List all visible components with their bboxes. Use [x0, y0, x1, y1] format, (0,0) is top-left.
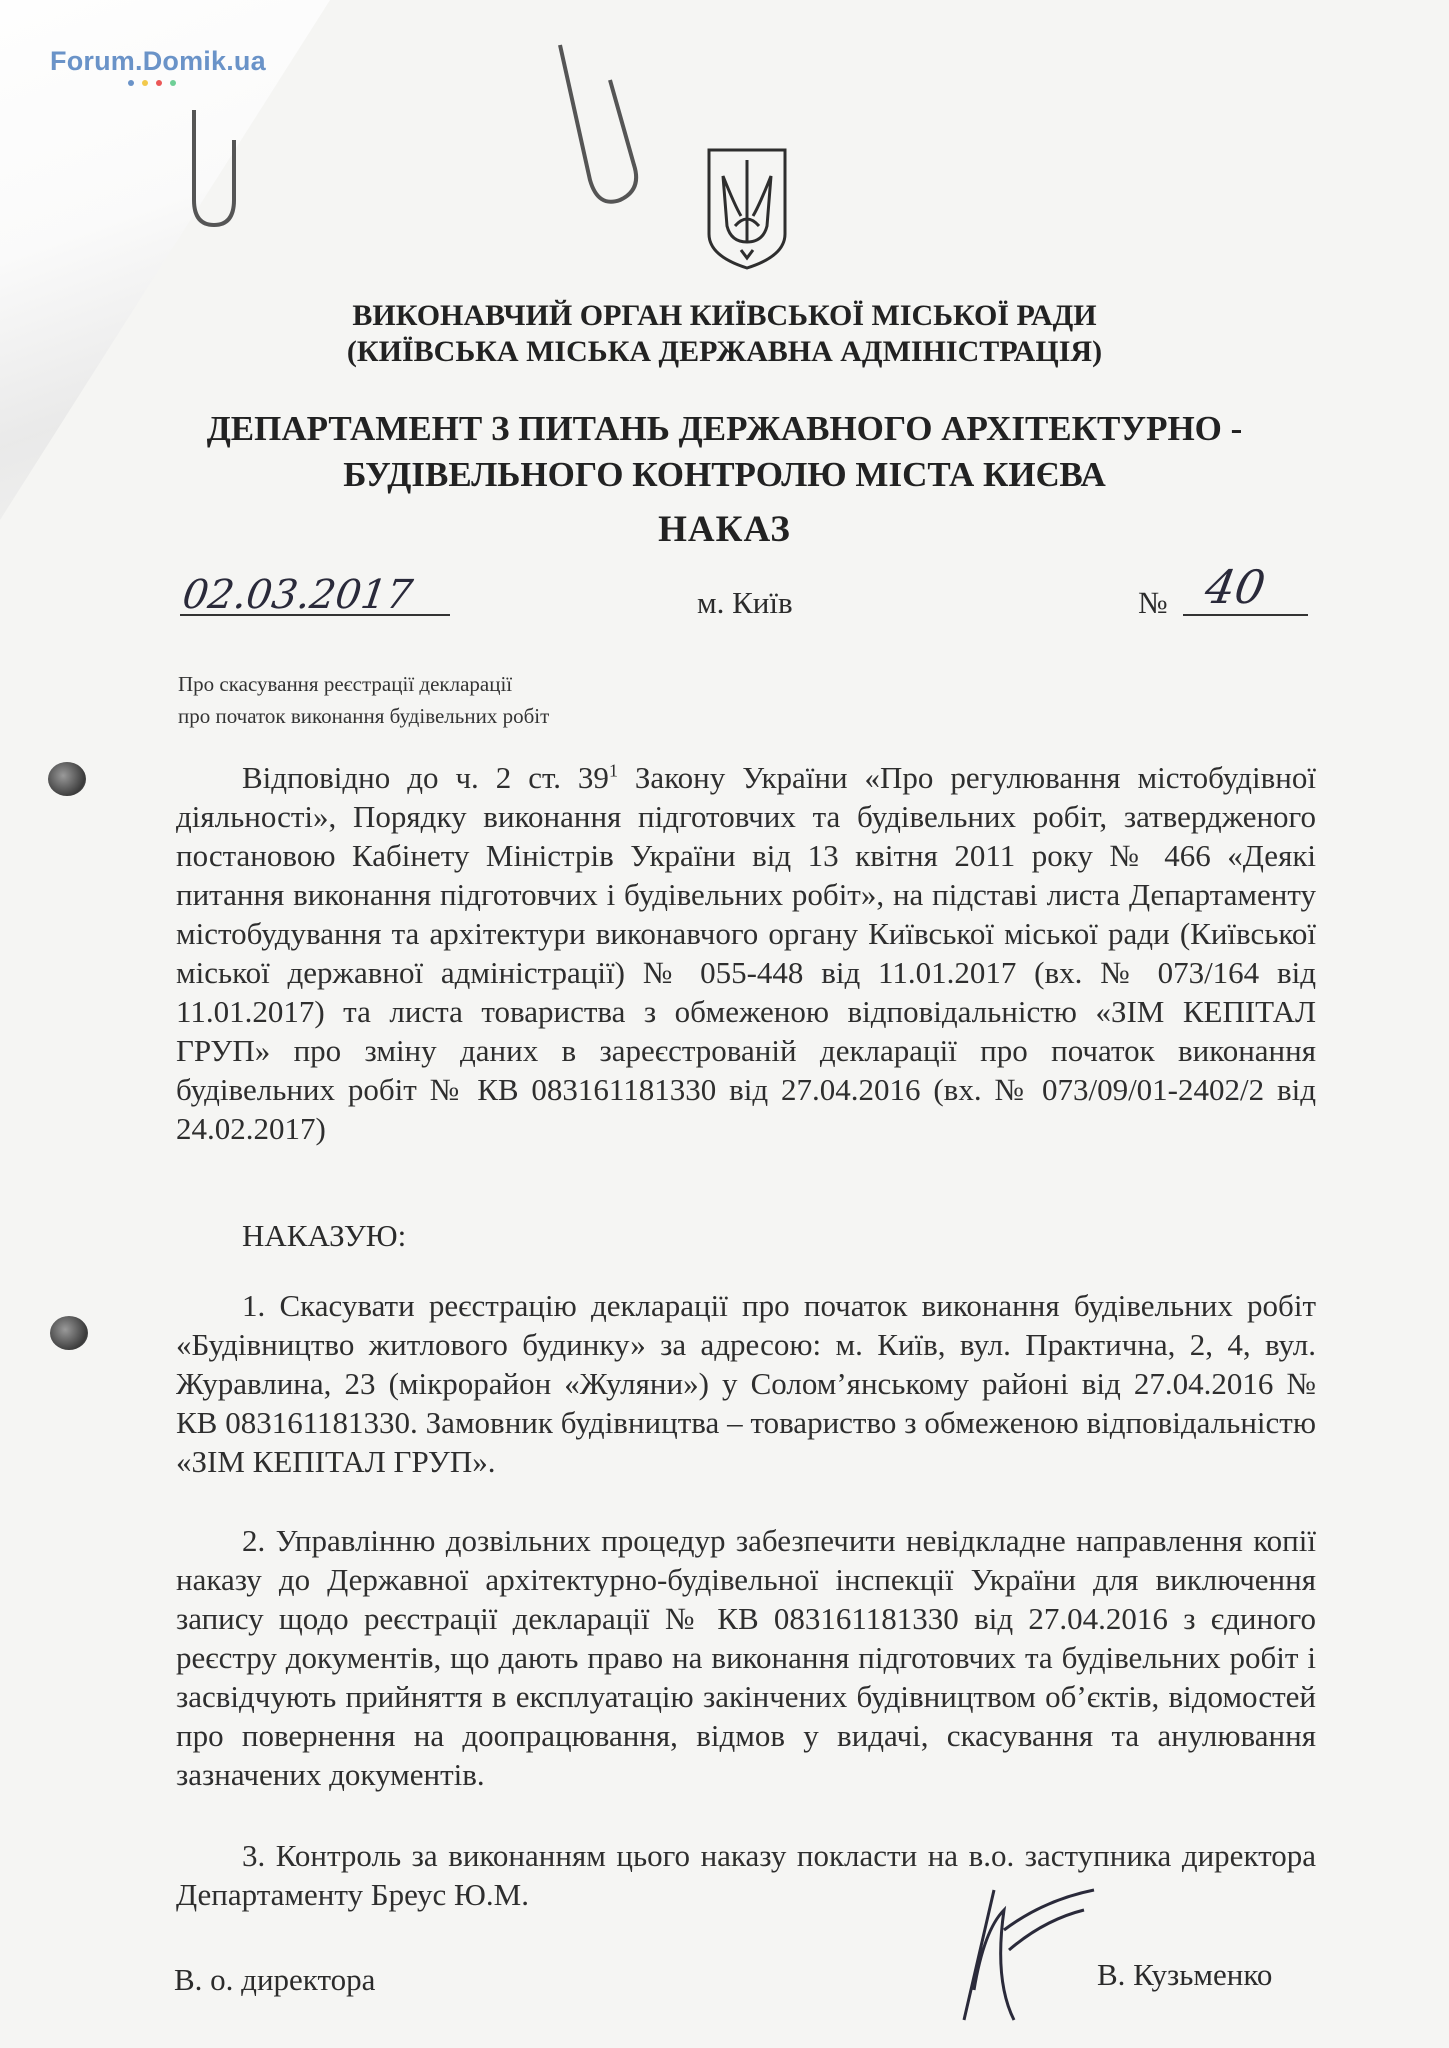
- preamble-paragraph: [176, 758, 1316, 1148]
- punch-hole-icon: [48, 762, 86, 796]
- ukraine-trident-emblem-icon: [705, 146, 789, 272]
- punch-hole-icon: [50, 1316, 88, 1350]
- order-item-2: 2. Управлінню дозвільних процедур забезпечити невідкладне направлення копії наказу до Державної архітектурно-будівельної інспекції України для виключення запису щодо реєстрації декларації № КВ 083161181330 від 27.04.2016 з єдиного реєстру документів, що дають право на виконання підготовчих та будівельних робіт і засвідчують прийняття в експлуатацію закінчених будівництвом об’єктів, відомостей про повернення на доопрацювання, відмов у видачі, скасування та анулювання зазначених документів.: [176, 1523, 1316, 1792]
- department-header: [0, 406, 1449, 498]
- signatory-name: В. Кузьменко: [1097, 1957, 1273, 1992]
- watermark-dots: [128, 78, 184, 89]
- date-underline: [180, 614, 450, 616]
- organization-header: [0, 298, 1449, 370]
- city-label: м. Київ: [697, 585, 793, 620]
- subject-line-2: про початок виконання будівельних робіт: [178, 704, 550, 728]
- order-item-3: 3. Контроль за виконанням цього наказу покласти на в.о. заступника директора Департаменту Бреус Ю.М.: [176, 1838, 1316, 1912]
- dept-line-2: БУДІВЕЛЬНОГО КОНТРОЛЮ МІСТА КИЄВА: [343, 455, 1106, 494]
- dept-line-1: ДЕПАРТАМЕНТ З ПИТАНЬ ДЕРЖАВНОГО АРХІТЕКТУРНО -: [206, 409, 1243, 448]
- order-subject: [178, 668, 549, 732]
- preamble-text-rest: Закону України «Про регулювання містобудівної діяльності», Порядку виконання підготовчих та будівельних робіт, затвердженого постановою Кабінету Міністрів України від 13 квітня 2011 року № 466 «Деякі питання виконання підготовчих і будівельних робіт», на підставі листа Департаменту містобудування та архітектури виконавчого органу Київської міської ради (Київської міської державної адміністрації) № 055-448 від 11.01.2017 (вх. № 073/164 від 11.01.2017) та листа товариства з обмеженою відповідальністю «ЗІМ КЕПІТАЛ ГРУП» про зміну даних в зареєстрованій декларації про початок виконання будівельних робіт № КВ 083161181330 від 27.04.2016 (вх. № 073/09/01-2402/2 від 24.02.2017): [176, 760, 1317, 1146]
- preamble-text-start: Відповідно до ч. 2 ст. 39: [242, 760, 609, 795]
- paper-clip-icon: [550, 40, 650, 210]
- subject-line-1: Про скасування реєстрації декларації: [178, 672, 513, 696]
- number-underline: [1183, 614, 1308, 616]
- org-line-2: (КИЇВСЬКА МІСЬКА ДЕРЖАВНА АДМІНІСТРАЦІЯ): [346, 335, 1103, 368]
- signatory-position: В. о. директора: [174, 1962, 376, 1997]
- order-item-1: 1. Скасувати реєстрацію декларації про початок виконання будівельних робіт «Будівництво житлового будинку» за адресою: м. Київ, вул. Практична, 2, 4, вул. Журавлина, 23 (мікрорайон «Жуляни») у Солом’янському районі від 27.04.2016 № КВ 083161181330. Замовник будівництва – товариство з обмеженою відповідальністю «ЗІМ КЕПІТАЛ ГРУП».: [176, 1288, 1316, 1479]
- document-type-title: НАКАЗ: [658, 509, 791, 550]
- article-superscript: 1: [608, 760, 618, 781]
- order-keyword: НАКАЗУЮ:: [242, 1218, 407, 1253]
- paper-clip-icon: [180, 100, 260, 230]
- watermark-logo: Forum.Domik.ua: [50, 46, 266, 76]
- number-label: №: [1138, 585, 1168, 620]
- org-line-1: ВИКОНАВЧИЙ ОРГАН КИЇВСЬКОЇ МІСЬКОЇ РАДИ: [352, 299, 1097, 332]
- handwritten-signature-icon: [924, 1870, 1124, 2030]
- handwritten-date: 02.03.2017: [179, 572, 416, 618]
- handwritten-order-number: 40: [1201, 560, 1270, 614]
